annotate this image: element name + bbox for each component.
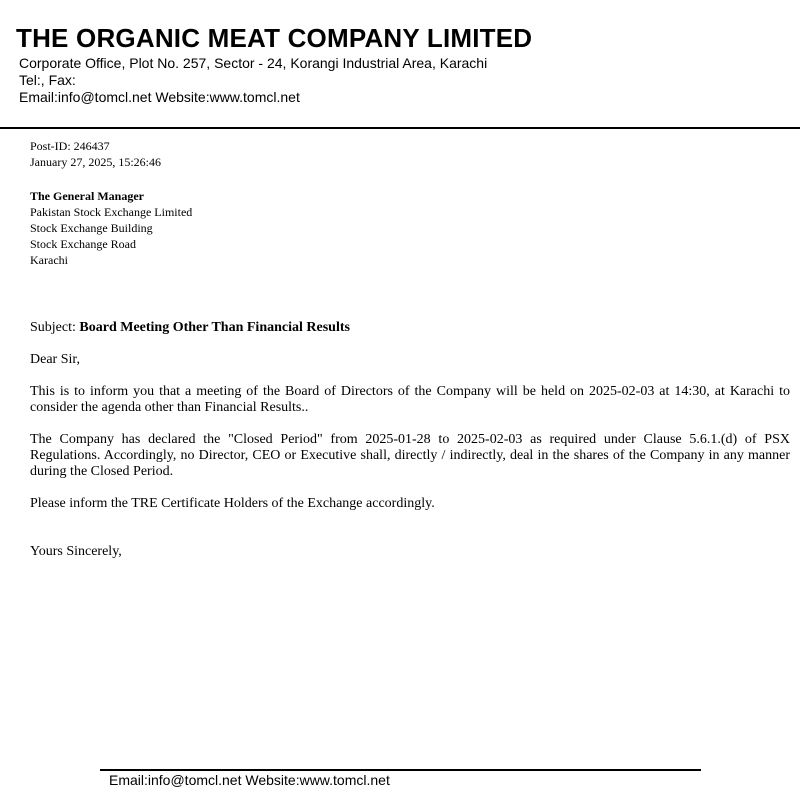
header-divider	[0, 127, 800, 129]
subject-line	[30, 320, 790, 336]
company-email-website: Email:info@tomcl.net Website:www.tomcl.net	[19, 89, 300, 105]
letterhead	[0, 0, 800, 130]
closing: Yours Sincerely,	[30, 544, 122, 559]
recipient-line: Karachi	[30, 253, 68, 267]
paragraph-meeting: This is to inform you that a meeting of the Board of Directors of the Company will be held on 2025-02-03 at 14:30, at Karachi to consider the agenda other than Financial Results..	[30, 384, 790, 415]
salutation: Dear Sir,	[30, 352, 80, 367]
post-id: Post-ID: 246437	[30, 139, 110, 153]
letter-body	[30, 138, 790, 560]
footer-email-website: Email:info@tomcl.net Website:www.tomcl.net	[109, 772, 390, 788]
company-address: Corporate Office, Plot No. 257, Sector - 24, Korangi Industrial Area, Karachi	[19, 55, 488, 71]
company-name: THE ORGANIC MEAT COMPANY LIMITED	[16, 23, 533, 53]
recipient-line: Pakistan Stock Exchange Limited	[30, 205, 193, 219]
subject-text: Board Meeting Other Than Financial Results	[79, 320, 350, 335]
paragraph-closed-period: The Company has declared the "Closed Period" from 2025-01-28 to 2025-02-03 as required under Clause 5.6.1.(d) of PSX Regulations. Accordingly, no Director, CEO or Executive shall, directly / indirectly, deal in the shares of the Company in any manner during the Closed Period.	[30, 432, 790, 479]
recipient-line: Stock Exchange Building	[30, 221, 153, 235]
recipient-line: Stock Exchange Road	[30, 237, 136, 251]
subject-label: Subject:	[30, 320, 76, 335]
recipient-title: The General Manager	[30, 189, 144, 203]
footer-divider	[100, 769, 701, 771]
company-phone-fax: Tel:, Fax:	[19, 72, 76, 88]
paragraph-inform: Please inform the TRE Certificate Holders of the Exchange accordingly.	[30, 496, 435, 511]
post-datetime: January 27, 2025, 15:26:46	[30, 155, 161, 169]
recipient-block	[30, 188, 790, 268]
